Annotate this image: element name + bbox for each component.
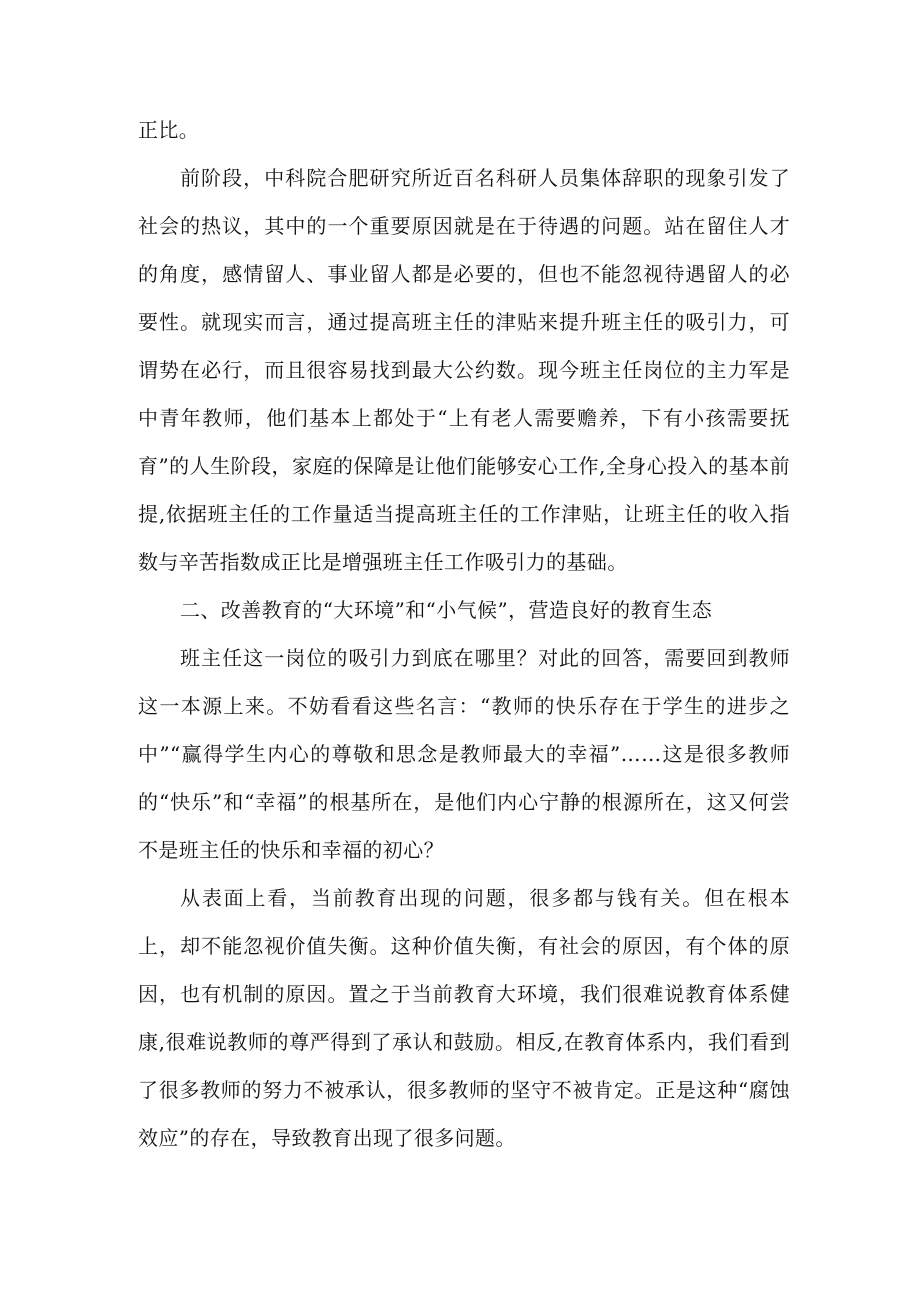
section-heading-education-ecology: 二、改善教育的“大环境”和“小气候”，营造良好的教育生态 (180, 598, 713, 622)
paragraph-continuation: 正比。 (138, 118, 200, 142)
paragraph-salary-incentive: 前阶段，中科院合肥研究所近百名科研人员集体辞职的现象引发了社会的热议，其中的一个重要原因就是在于待遇的问题。站在留住人才的角度，感情留人、事业留人都是必要的，但也不能忽视待遇留人的必要性。就现实而言，通过提高班主任的津贴来提升班主任的吸引力，可谓势在必行，而且很容易找到最大公约数。现今班主任岗位的主力军是中青年教师，他们基本上都处于“上有老人需要赡养，下有小孩需要抚育”的人生阶段，家庭的保障是让他们能够安心工作,全身心投入的基本前提,依据班主任的工作量适当提高班主任的工作津贴，让班主任的收入指数与辛苦指数成正比是增强班主任工作吸引力的基础。 (138, 166, 790, 574)
document-body (138, 106, 790, 1162)
paragraph-teacher-happiness: 班主任这一岗位的吸引力到底在哪里？对此的回答，需要回到教师这一本源上来。不妨看看这些名言：“教师的快乐存在于学生的进步之中”“赢得学生内心的尊敬和思念是教师最大的幸福”……这是很多教师的“快乐”和“幸福”的根基所在，是他们内心宁静的根源所在，这又何尝不是班主任的快乐和幸福的初心？ (138, 646, 790, 862)
paragraph-value-imbalance: 从表面上看，当前教育出现的问题，很多都与钱有关。但在根本上，却不能忽视价值失衡。这种价值失衡，有社会的原因，有个体的原因，也有机制的原因。置之于当前教育大环境，我们很难说教育体系健康,很难说教师的尊严得到了承认和鼓励。相反,在教育体系内，我们看到了很多教师的努力不被承认，很多教师的坚守不被肯定。正是这种“腐蚀效应”的存在，导致教育出现了很多问题。 (138, 886, 790, 1150)
